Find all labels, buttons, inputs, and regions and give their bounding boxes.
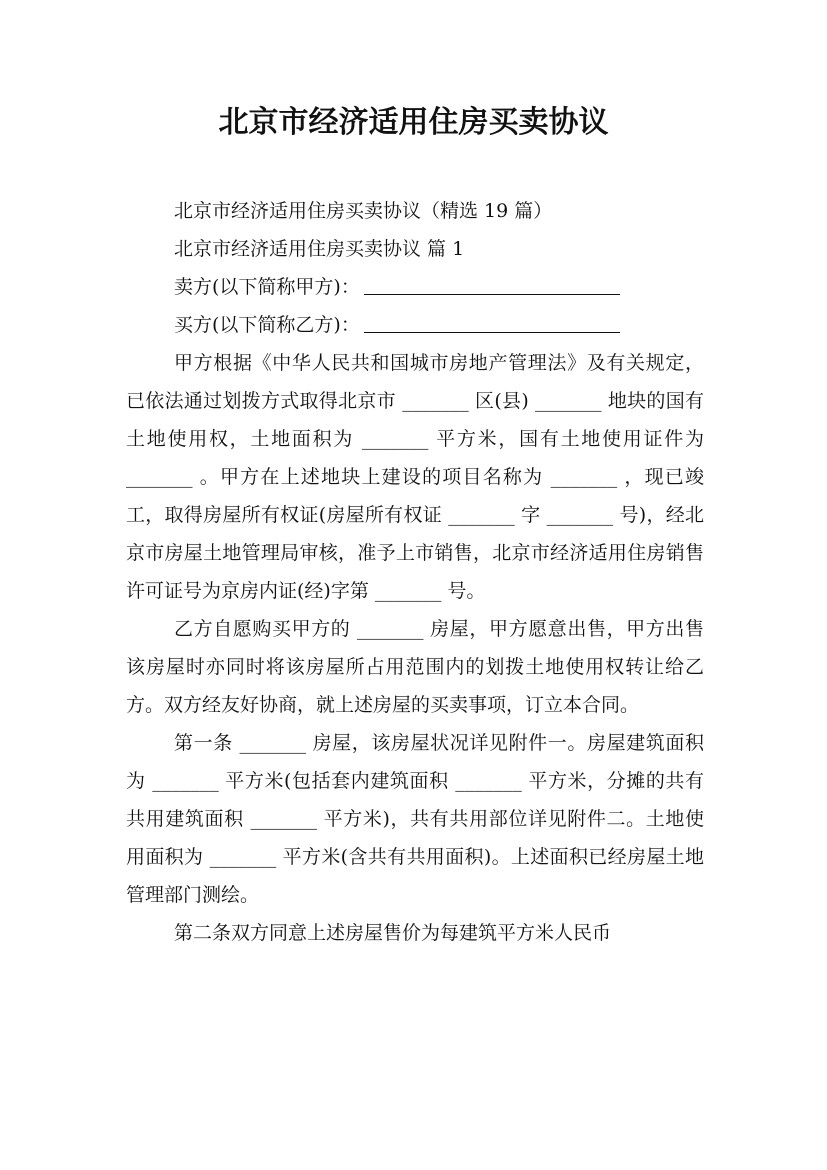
buyer-blank (364, 310, 620, 333)
paragraph: 乙方自愿购买甲方的 _______ 房屋，甲方愿意出售，甲方出售该房屋时亦同时将该房屋所占用范围内的划拨土地使用权转让给乙方。双方经友好协商，就上述房屋的买卖事项，订立本合同。 (126, 618, 704, 716)
seller-blank (364, 272, 620, 295)
buyer-line (126, 306, 704, 344)
seller-line (126, 268, 704, 306)
seller-label: 卖方(以下简称甲方)： (174, 276, 360, 298)
document-subtitle: 北京市经济适用住房买卖协议（精选 19 篇） (174, 200, 553, 222)
paragraph: 第一条 _______ 房屋，该房屋状况详见附件一。房屋建筑面积为 _______ 平方米(包括套内建筑面积 _______ 平方米，分摊的共有共用建筑面积 _______ 平方米)，共有共用部位详见附件二。土地使用面积为 _______ 平方米(含共有共用面积)。上述面积已经房屋土地管理部门测绘。 (126, 732, 704, 906)
paragraph: 第二条双方同意上述房屋售价为每建筑平方米人民币 (174, 922, 612, 944)
document-body (126, 192, 704, 952)
buyer-label: 买方(以下简称乙方)： (174, 314, 360, 336)
chapter-heading: 北京市经济适用住房买卖协议 篇 1 (174, 238, 465, 260)
paragraph: 甲方根据《中华人民共和国城市房地产管理法》及有关规定，已依法通过划拨方式取得北京市 _______ 区(县) _______ 地块的国有土地使用权，土地面积为 _______ 平方米，国有土地使用证件为 _______ 。甲方在上述地块上建设的项目名称为 _______ ，现已竣工，取得房屋所有权证(房屋所有权证 _______ 字 _______ 号)，经北京市房屋土地管理局审核，准予上市销售，北京市经济适用住房销售许可证号为京房内证(经)字第 _______ 号。 (126, 352, 704, 602)
document-title: 北京市经济适用住房买卖协议 (218, 105, 609, 140)
